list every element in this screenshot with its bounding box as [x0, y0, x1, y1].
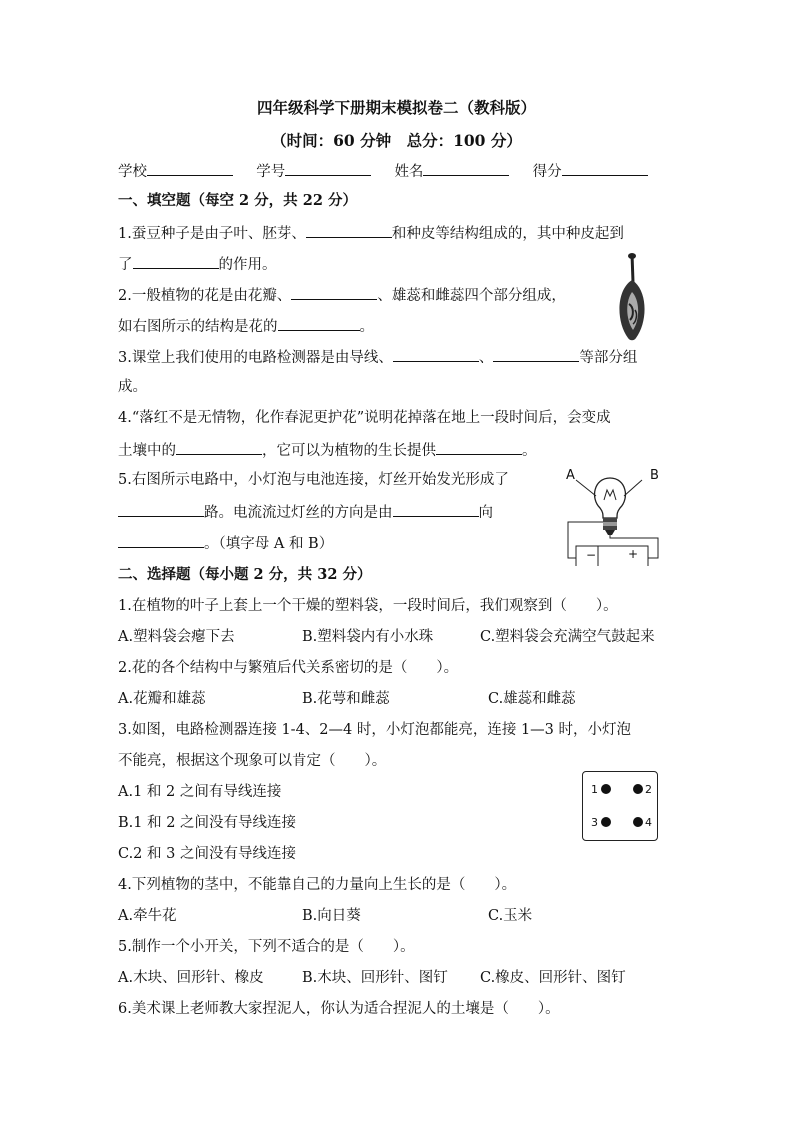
s1-q4-blank2[interactable] [436, 439, 522, 455]
s1-q2-blank1[interactable] [291, 284, 377, 300]
student-info-row [118, 160, 648, 182]
s2-q3-line2: 不能亮，根据这个现象可以肯定（ ）。 [118, 753, 387, 769]
circuit-box-figure [582, 771, 658, 841]
school-label: 学校 [118, 164, 147, 180]
s1-q5-line2: 路。电流流过灯丝的方向是由 向 [118, 501, 493, 523]
s2-q5-option-c[interactable]: C.橡皮、回形针、图钉 [480, 970, 626, 986]
section1-heading: 一、填空题（每空 2 分，共 22 分） [118, 192, 357, 209]
s1-q1-blank2[interactable] [133, 253, 219, 269]
s1-q4-line2: 土壤中的 ，它可以为植物的生长提供 。 [118, 439, 537, 461]
s1-q2-line2: 如右图所示的结构是花的 。 [118, 315, 374, 337]
score-label: 得分 [532, 164, 562, 180]
s2-q3-option-b[interactable]: B.1 和 2 之间没有导线连接 [118, 815, 297, 831]
s1-q4-line1: 4.“落红不是无情物，化作春泥更护花”说明花掉落在地上一段时间后，会变成 [118, 410, 611, 426]
s1-q3-blank2[interactable] [493, 346, 579, 362]
s2-q1-option-b[interactable]: B.塑料袋内有小水珠 [302, 629, 434, 645]
s2-q2-option-b[interactable]: B.花萼和雌蕊 [302, 691, 390, 707]
s2-q3-option-a[interactable]: A.1 和 2 之间有导线连接 [118, 784, 282, 800]
s2-q2: 2.花的各个结构中与繁殖后代关系密切的是（ ）。 [118, 660, 459, 676]
s1-q5-line1: 5.右图所示电路中，小灯泡与电池连接，灯丝开始发光形成了 [118, 472, 509, 488]
s1-q3-line2: 成。 [118, 379, 147, 395]
s2-q1: 1.在植物的叶子上套上一个干燥的塑料袋，一段时间后，我们观察到（ ）。 [118, 598, 618, 614]
battery-minus: − [586, 548, 597, 562]
s1-q5-line3: 。（填字母 A 和 B） [118, 532, 333, 554]
terminal-dot-1 [601, 784, 611, 794]
s1-q1-line1: 1.蚕豆种子是由子叶、胚芽、 和种皮等结构组成的，其中种皮起到 [118, 222, 624, 244]
s1-q1-blank1[interactable] [306, 222, 392, 238]
exam-title: 四年级科学下册期末模拟卷二（教科版） [256, 98, 536, 117]
s2-q2-option-c[interactable]: C.雄蕊和雌蕊 [488, 691, 576, 707]
bulb-circuit-figure [566, 470, 662, 566]
student-number-field[interactable] [285, 160, 371, 176]
terminal-label-3: 3 [591, 816, 598, 829]
name-field[interactable] [423, 160, 509, 176]
s1-q4-blank1[interactable] [176, 439, 262, 455]
s1-q5-blank3[interactable] [118, 532, 204, 548]
s1-q3-line1: 3.课堂上我们使用的电路检测器是由导线、 、 等部分组 [118, 346, 637, 368]
name-label: 姓名 [394, 164, 424, 180]
terminal-dot-3 [601, 817, 611, 827]
s2-q3-line1: 3.如图，电路检测器连接 1-4、2—4 时，小灯泡都能亮，连接 1—3 时，小灯泡 [118, 722, 632, 738]
bulb-label-b: B [650, 468, 659, 483]
bulb-label-a: A [566, 468, 575, 483]
s2-q4-option-c[interactable]: C.玉米 [488, 908, 533, 924]
terminal-label-1: 1 [591, 783, 598, 796]
student-number-label: 学号 [256, 164, 286, 180]
s2-q4-option-b[interactable]: B.向日葵 [302, 908, 361, 924]
terminal-dot-4 [633, 817, 643, 827]
battery-plus: + [628, 547, 639, 561]
exam-time-score: （时间：60 分钟 总分：100 分） [271, 131, 522, 150]
s2-q6: 6.美术课上老师教大家捏泥人，你认为适合捏泥人的土壤是（ ）。 [118, 1001, 560, 1017]
score-field[interactable] [562, 160, 648, 176]
s2-q1-option-c[interactable]: C.塑料袋会充满空气鼓起来 [480, 629, 655, 645]
section2-heading: 二、选择题（每小题 2 分，共 32 分） [118, 566, 372, 583]
s1-q2-blank2[interactable] [278, 315, 360, 331]
s2-q3-option-c[interactable]: C.2 和 3 之间没有导线连接 [118, 846, 296, 862]
s2-q4-option-a[interactable]: A.牵牛花 [118, 908, 177, 924]
terminal-dot-2 [633, 784, 643, 794]
s2-q2-option-a[interactable]: A.花瓣和雄蕊 [118, 691, 206, 707]
s2-q5-option-b[interactable]: B.木块、回形针、图钉 [302, 970, 448, 986]
s2-q4: 4.下列植物的茎中，不能靠自己的力量向上生长的是（ ）。 [118, 877, 517, 893]
s1-q3-blank1[interactable] [393, 346, 479, 362]
s1-q1-line2: 了 的作用。 [118, 253, 277, 275]
school-field[interactable] [147, 160, 233, 176]
s2-q1-option-a[interactable]: A.塑料袋会瘪下去 [118, 629, 235, 645]
s1-q5-blank1[interactable] [118, 501, 204, 517]
s1-q2-line1: 2.一般植物的花是由花瓣、 、雄蕊和雌蕊四个部分组成， [118, 284, 566, 306]
s2-q5-option-a[interactable]: A.木块、回形针、橡皮 [118, 970, 264, 986]
pistil-figure [612, 252, 652, 344]
s1-q5-blank2[interactable] [393, 501, 479, 517]
terminal-label-2: 2 [645, 783, 652, 796]
terminal-label-4: 4 [645, 816, 652, 829]
s2-q5: 5.制作一个小开关，下列不适合的是（ ）。 [118, 939, 415, 955]
